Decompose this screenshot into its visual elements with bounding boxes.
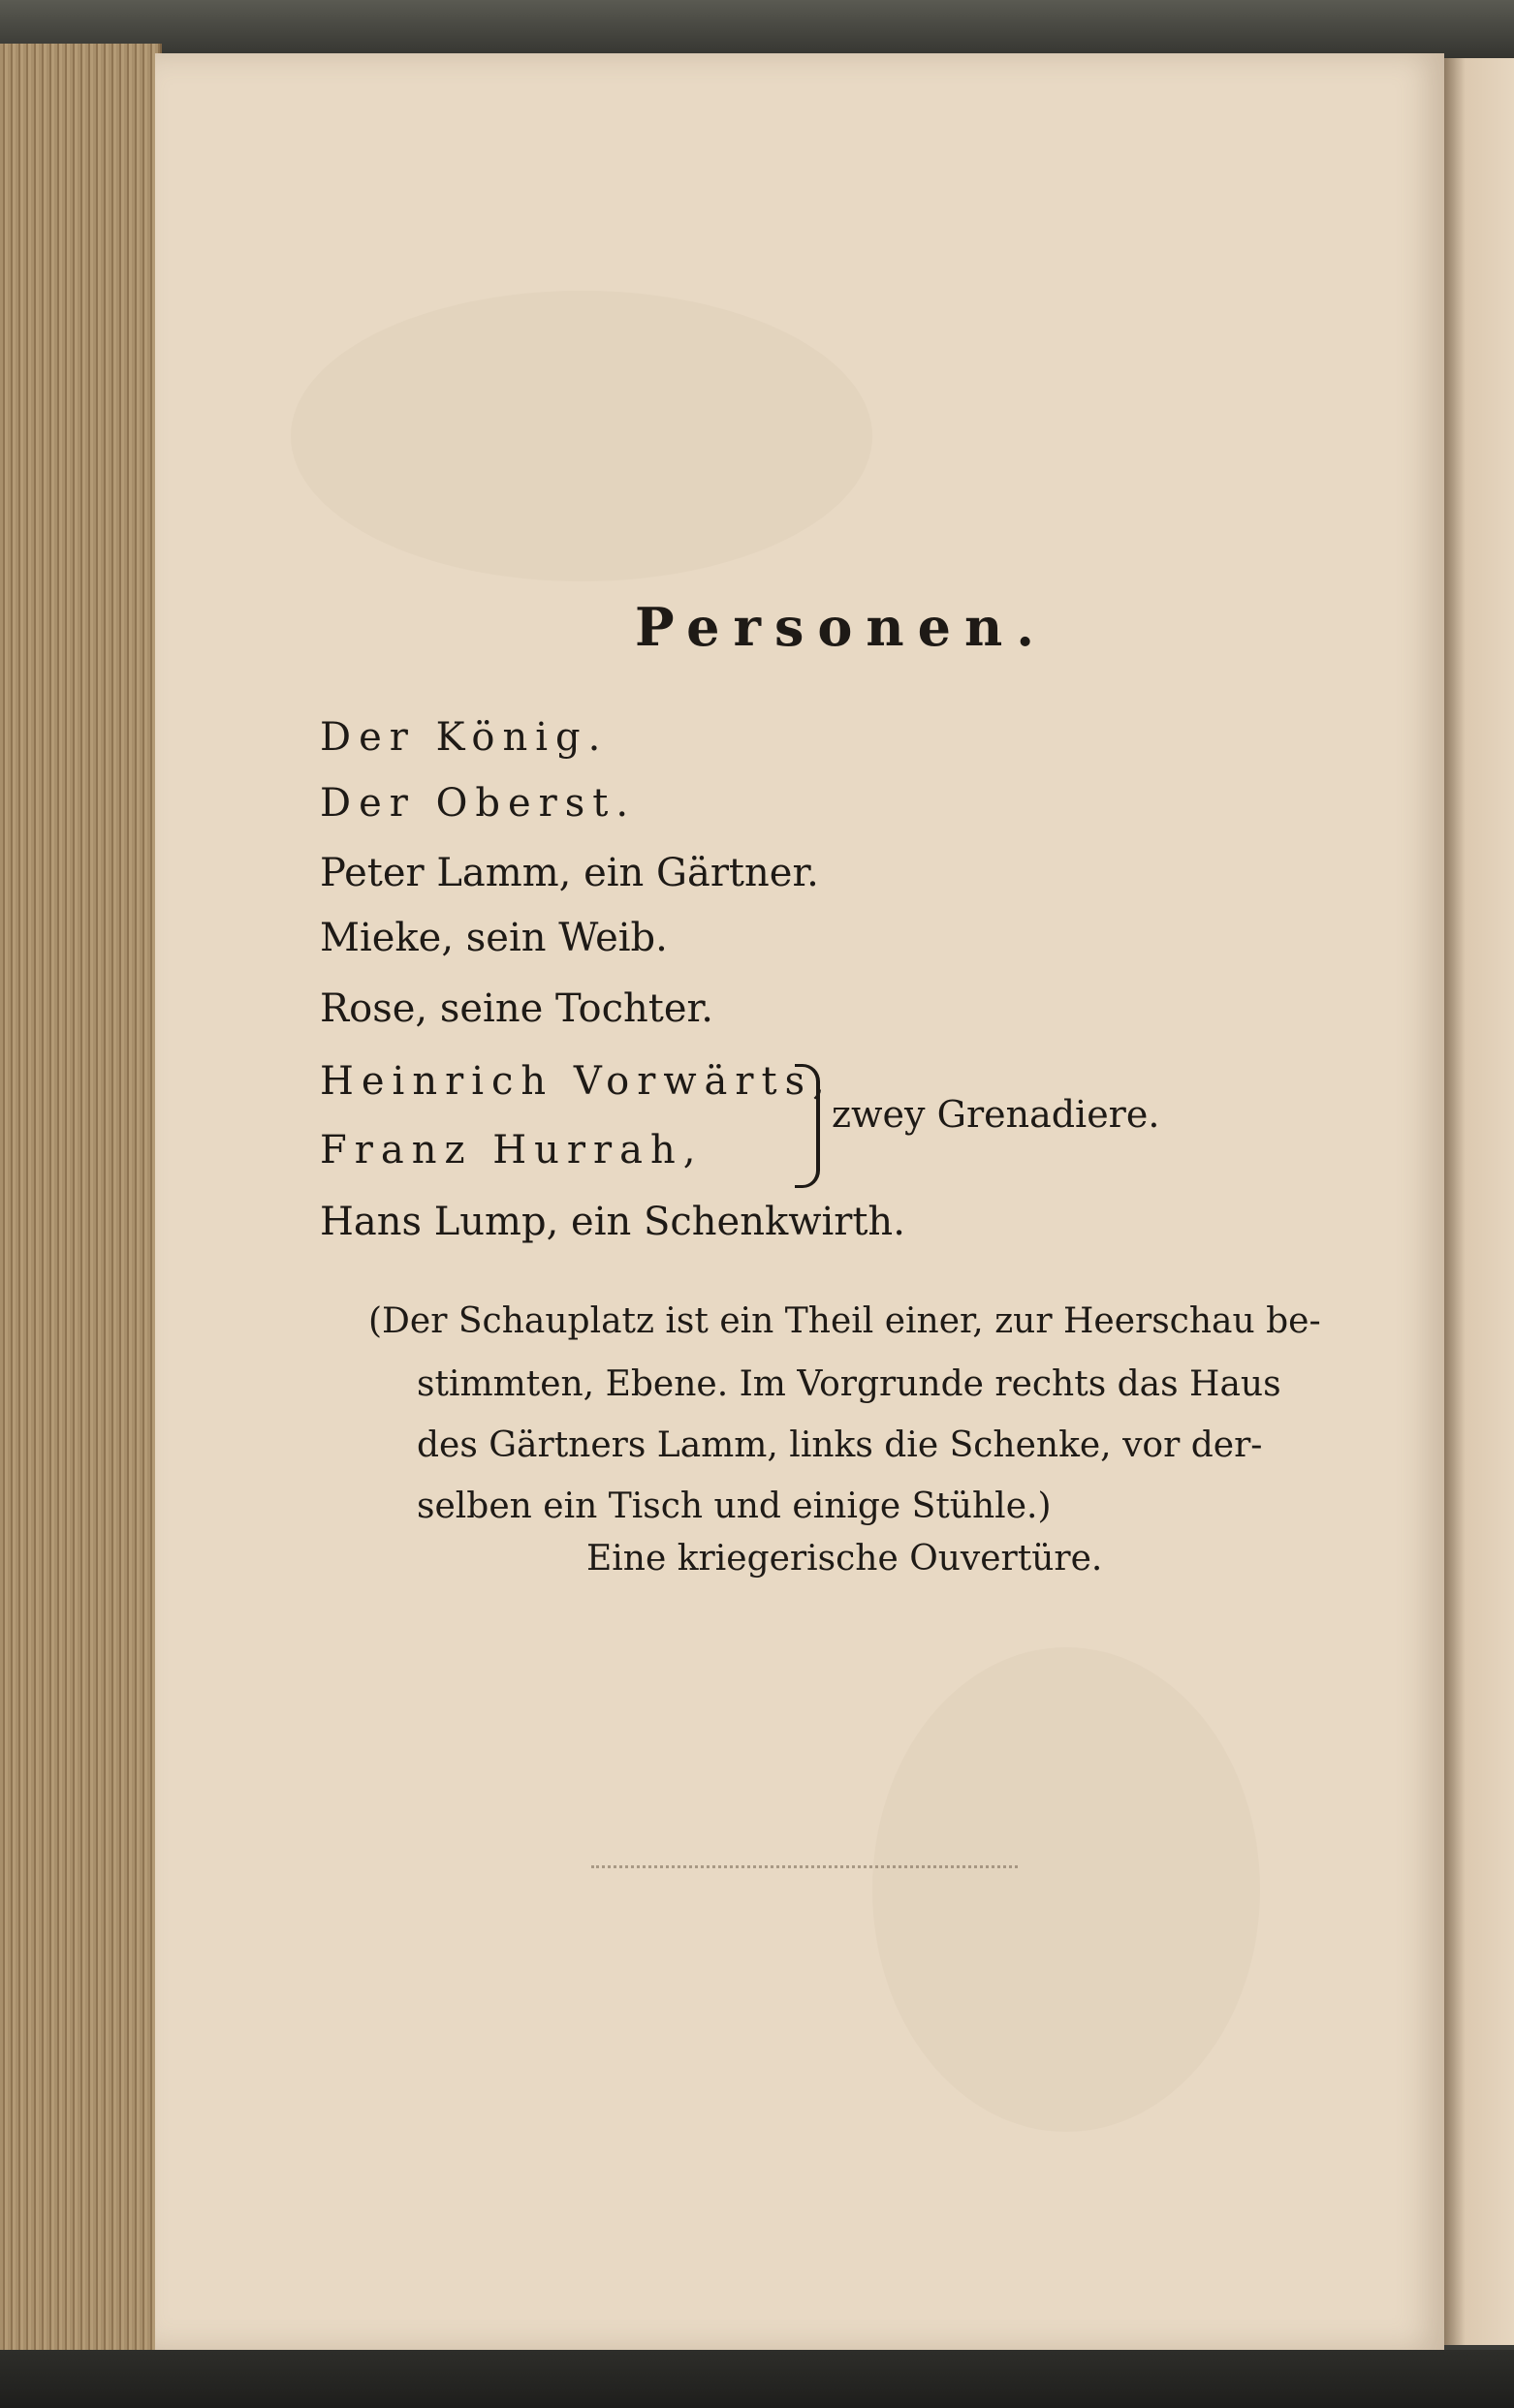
role-peter: Peter Lamm, ein Gärtner. <box>320 851 819 895</box>
paper-stain <box>291 291 872 581</box>
group-label: zwey Grenadiere. <box>832 1093 1160 1136</box>
page-edges <box>0 44 162 2355</box>
stage-direction-line: stimmten, Ebene. Im Vorgrunde rechts das Haus <box>417 1364 1281 1404</box>
role-colonel: Der Oberst. <box>320 781 637 826</box>
role-king: Der König. <box>320 715 609 760</box>
stage-direction-line: des Gärtners Lamm, links die Schenke, vor der- <box>417 1425 1263 1465</box>
role-hans: Hans Lump, ein Schenkwirth. <box>320 1200 905 1244</box>
role-heinrich: Heinrich Vorwärts, <box>320 1059 833 1104</box>
faint-ornament-line <box>591 1865 1018 1868</box>
role-mieke: Mieke, sein Weib. <box>320 916 668 960</box>
facing-page-edge <box>1444 58 1514 2345</box>
grouping-brace <box>795 1064 820 1188</box>
stage-direction-line: selben ein Tisch und einige Stühle.) <box>417 1486 1052 1526</box>
book-cover-bottom <box>0 2350 1514 2408</box>
paper-stain <box>872 1647 1260 2132</box>
role-rose: Rose, seine Tochter. <box>320 986 713 1031</box>
page-title: Personen. <box>635 596 1049 658</box>
role-franz: Franz Hurrah, <box>320 1128 704 1173</box>
overture-note: Eine kriegerische Ouvertüre. <box>586 1539 1103 1579</box>
stage-direction-line: (Der Schauplatz ist ein Theil einer, zur Heerschau be- <box>368 1301 1321 1341</box>
